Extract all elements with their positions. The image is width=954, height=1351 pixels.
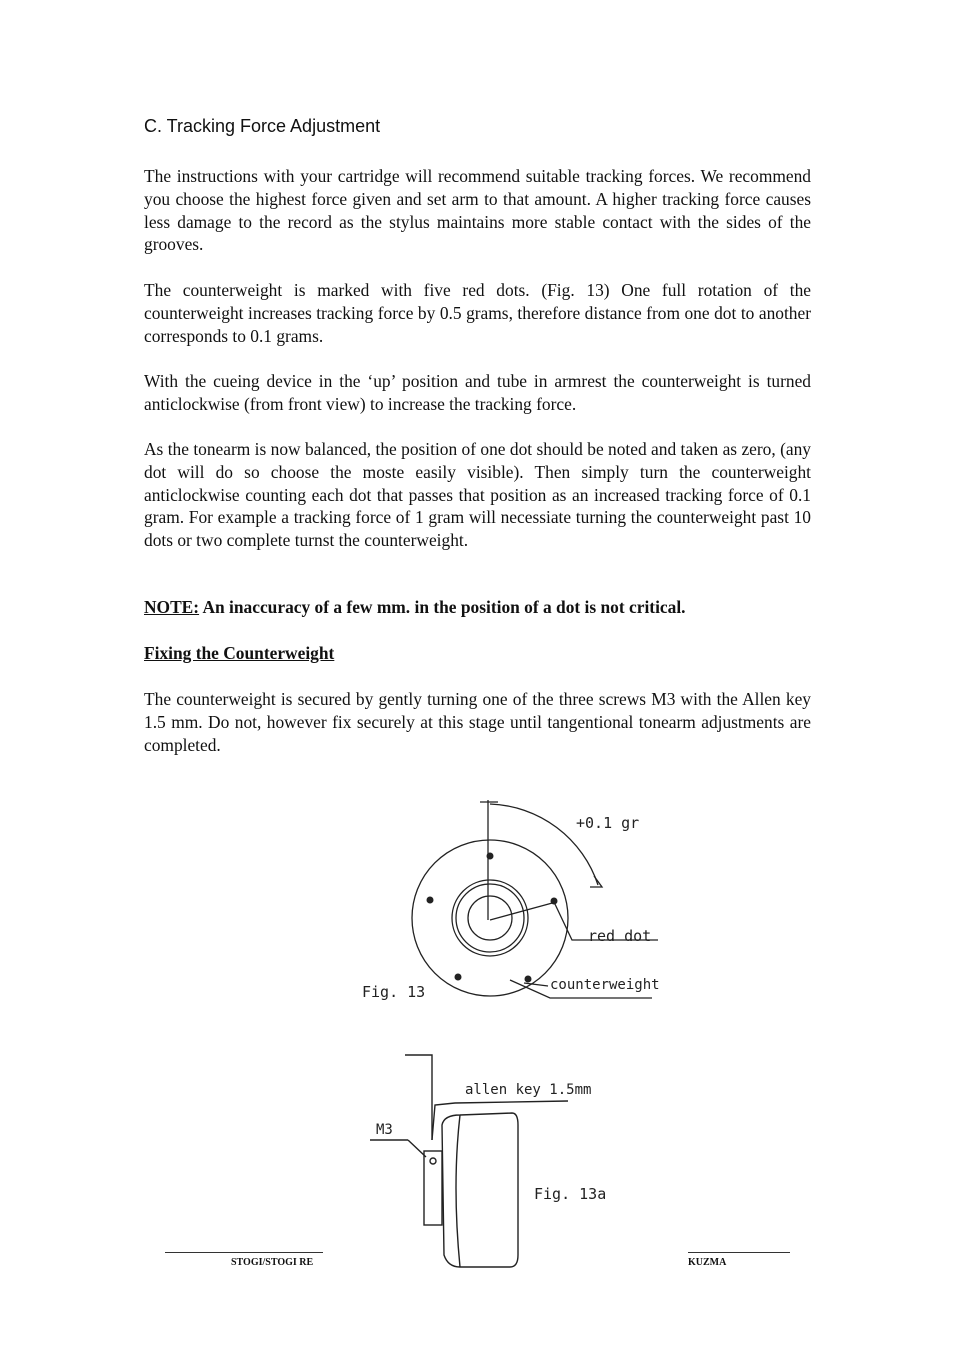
figure-13a-caption: Fig. 13a bbox=[534, 1185, 607, 1203]
paragraph-balanced: As the tonearm is now balanced, the position of one dot should be noted and taken as zero, (any dot will do so choose the moste easily visible). Then simply turn the counterweight anticlockwise counting each dot that passes that position as an increased tracking force of 0.1 gram. For example a tracking force of 1 gram will necessiate turning the counterweight past 10 dots or two complete turnst the counterweight. bbox=[144, 439, 811, 551]
section-heading: C. Tracking Force Adjustment bbox=[144, 116, 381, 136]
subheading-fixing: Fixing the Counterweight bbox=[144, 643, 335, 663]
red-dot-marker bbox=[525, 976, 532, 983]
footer-right-text: KUZMA bbox=[688, 1257, 727, 1268]
label-increment: +0.1 gr bbox=[576, 814, 640, 832]
label-counterweight: counterweight bbox=[550, 977, 660, 993]
note-line bbox=[144, 597, 686, 618]
paragraph-cueing-device: With the cueing device in the ‘up’ position and tube in armrest the counterweight is turned anticlockwise (from front view) to increase the tracking force. bbox=[144, 371, 811, 414]
paragraph-securing: The counterweight is secured by gently turning one of the three screws M3 with the Allen key 1.5 mm. Do not, however fix securely at this stage until tangentional tonearm adjustments are completed. bbox=[144, 689, 811, 755]
footer-left-rule bbox=[165, 1252, 323, 1268]
paragraph-red-dots: The counterweight is marked with five red dots. (Fig. 13) One full rotation of the counterweight increases tracking force by 0.5 grams, therefore distance from one dot to another corresponds to 0.1 grams. bbox=[144, 280, 811, 346]
footer-left-text: STOGI/STOGI RE bbox=[231, 1257, 314, 1268]
counterweight-outer-ring bbox=[412, 840, 568, 996]
label-allen-key: allen key 1.5mm bbox=[465, 1082, 592, 1098]
red-dot-marker bbox=[455, 974, 462, 981]
label-red-dot: red dot bbox=[588, 927, 652, 945]
red-dot-marker bbox=[427, 897, 434, 904]
note-label: NOTE: bbox=[144, 597, 200, 617]
screw-m3-icon bbox=[430, 1158, 436, 1164]
figure-13-counterweight-diagram bbox=[340, 790, 700, 1015]
footer-right-rule bbox=[688, 1252, 790, 1268]
paragraph-tracking-forces: The instructions with your cartridge will recommend suitable tracking forces. We recommend you choose the highest force given and set arm to that amount. A higher tracking force causes less damage to the record as the stylus maintains more stable contact with the sides of the grooves. bbox=[144, 166, 811, 255]
red-dot-marker bbox=[551, 898, 558, 905]
counterweight-body bbox=[442, 1113, 518, 1267]
red-dot-marker bbox=[487, 853, 494, 860]
note-text: An inaccuracy of a few mm. in the position of a dot is not critical. bbox=[199, 597, 686, 617]
figure-13-caption: Fig. 13 bbox=[362, 983, 426, 1001]
label-m3-screw: M3 bbox=[376, 1122, 393, 1138]
allen-key-shape bbox=[405, 1055, 432, 1140]
figure-13a-allen-key-diagram bbox=[360, 1045, 640, 1275]
